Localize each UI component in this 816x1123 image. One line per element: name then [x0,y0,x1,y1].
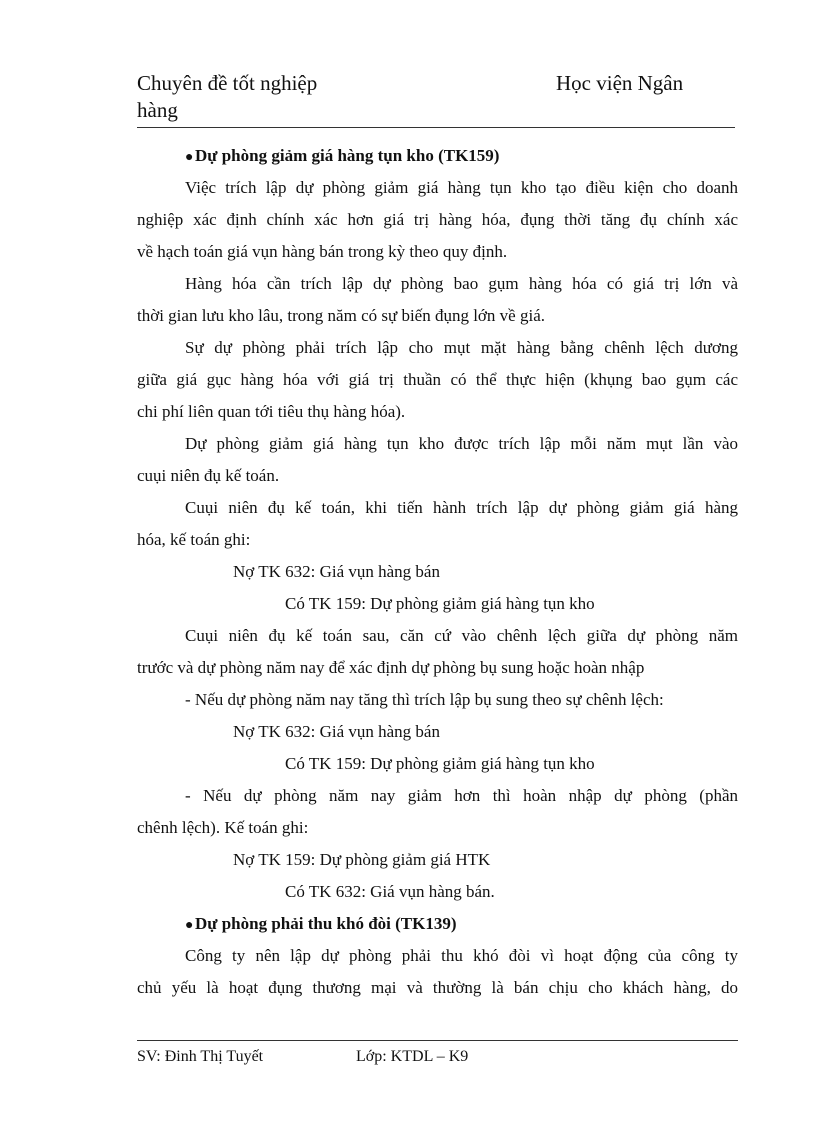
paragraph-line: Công ty nên lập dự phòng phải thu khó đòi vì hoạt động của công ty [185,946,738,965]
journal-entry-credit: Có TK 632: Giá vụn hàng bán. [285,882,495,901]
paragraph-line: nghiệp xác định chính xác hơn giá trị hàng hóa, đụng thời tăng đụ chính xác [137,210,738,229]
paragraph-line: giữa giá gục hàng hóa với giá trị thuần có thể thực hiện (khụng bao gụm các [137,370,738,389]
paragraph-line: thời gian lưu kho lâu, trong năm có sự biến đụng lớn về giá. [137,306,545,325]
journal-entry-debit: Nợ TK 632: Giá vụn hàng bán [233,562,440,581]
paragraph-line: cuụi niên đụ kế toán. [137,466,280,485]
paragraph-line: - Nếu dự phòng năm nay giảm hơn thì hoàn nhập dự phòng (phần [185,786,738,805]
paragraph-line: trước và dự phòng năm nay để xác định dự phòng bụ sung hoặc hoàn nhập [137,658,645,677]
section-heading-receivable-provision: ●Dự phòng phải thu khó đòi (TK139) [137,908,738,940]
paragraph-line: về hạch toán giá vụn hàng bán trong kỳ theo quy định. [137,242,508,261]
footer-student: SV: Đinh Thị Tuyết [137,1048,264,1065]
header-title-line1: Chuyên đề tốt nghiệp [137,71,318,95]
journal-entry-credit: Có TK 159: Dự phòng giảm giá hàng tụn kho [285,594,595,613]
paragraph-line: Việc trích lập dự phòng giảm giá hàng tụn kho tạo điều kiện cho doanh [185,178,738,197]
paragraph-line: chi phí liên quan tới tiêu thụ hàng hóa). [137,402,406,421]
paragraph-line: Dự phòng giảm giá hàng tụn kho được trích lập mỗi năm mụt lần vào [185,434,738,453]
paragraph-line: - Nếu dự phòng năm nay tăng thì trích lập bụ sung theo sự chênh lệch: [185,690,664,709]
footer-class: Lớp: KTDL – K9 [356,1048,469,1065]
header-title-line2: hàng [137,98,178,122]
journal-entry-debit: Nợ TK 159: Dự phòng giảm giá HTK [233,850,491,869]
footer-divider [137,1040,738,1041]
paragraph-line: chênh lệch). Kế toán ghi: [137,818,309,837]
paragraph-line: Cuụi niên đụ kế toán sau, căn cứ vào chênh lệch giữa dự phòng năm [185,626,738,645]
header-institution: Học viện Ngân [556,71,684,95]
header-left [137,70,317,124]
bullet-icon: ● [185,150,194,165]
bullet-icon: ● [185,918,194,933]
paragraph-line: Hàng hóa cần trích lập dự phòng bao gụm hàng hóa có giá trị lớn và [185,274,738,293]
document-body [137,140,738,1004]
journal-entry-credit: Có TK 159: Dự phòng giảm giá hàng tụn kho [285,754,595,773]
paragraph-line: chủ yếu là hoạt đụng thương mại và thường là bán chịu cho khách hàng, do [137,978,738,997]
paragraph-line: Sự dự phòng phải trích lập cho mụt mặt hàng bằng chênh lệch dương [185,338,738,357]
journal-entry-debit: Nợ TK 632: Giá vụn hàng bán [233,722,440,741]
header-divider [137,127,735,128]
paragraph-line: Cuụi niên đụ kế toán, khi tiến hành trích lập dự phòng giảm giá hàng [185,498,738,517]
paragraph-line: hóa, kế toán ghi: [137,530,251,549]
section-heading-inventory-provision: ●Dự phòng giảm giá hàng tụn kho (TK159) [137,140,738,172]
